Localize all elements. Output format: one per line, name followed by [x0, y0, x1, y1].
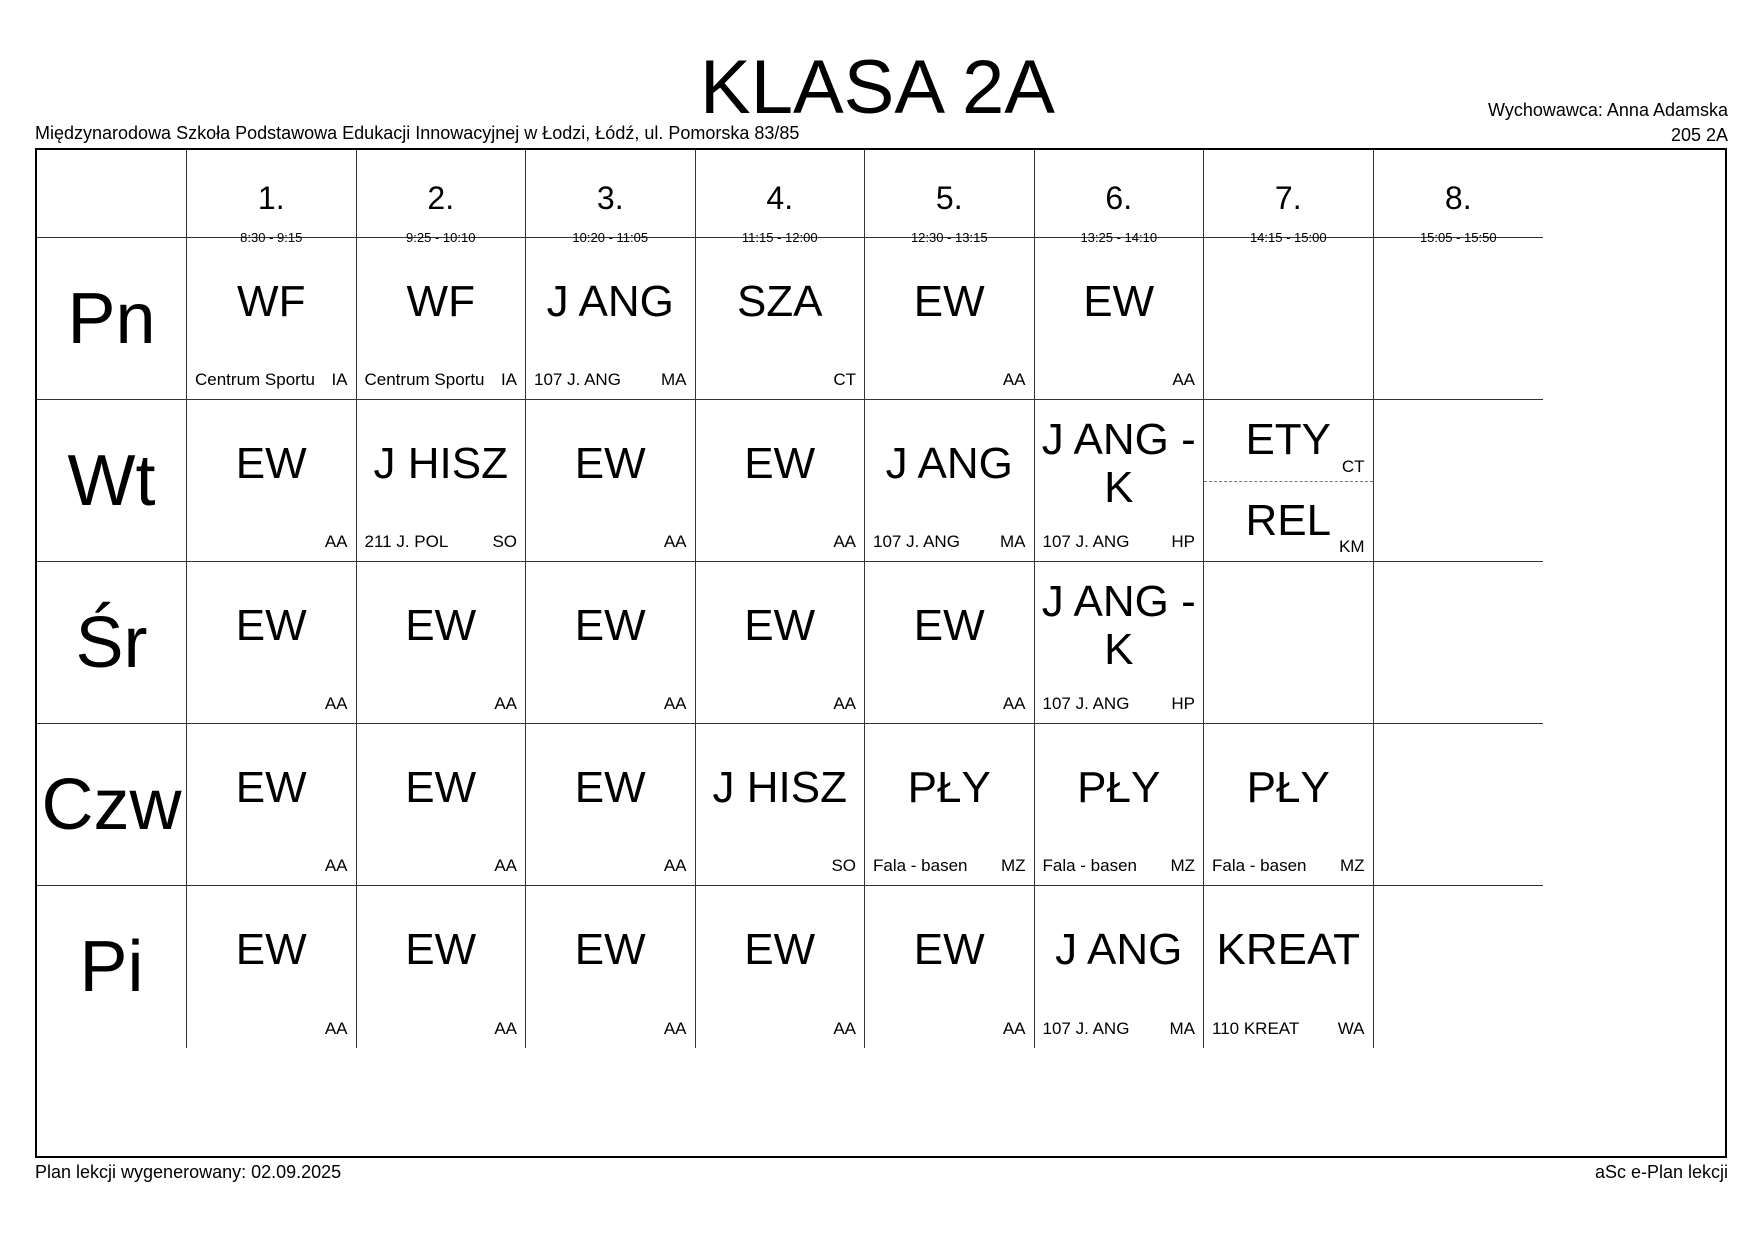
period-header	[1035, 150, 1205, 245]
lesson-subject: EW	[235, 600, 307, 650]
lesson-room: Centrum Sportu	[364, 370, 485, 389]
lesson-teacher: AA	[324, 1019, 348, 1038]
period-time: 10:20 - 11:05	[572, 230, 649, 245]
lesson-cell	[1204, 400, 1374, 562]
lesson-teacher: CT	[833, 370, 856, 389]
lesson-subject: ETY	[1245, 415, 1332, 465]
lesson-teacher: AA	[494, 856, 517, 875]
lesson-teacher: HP	[1171, 532, 1195, 551]
lesson-teacher: AA	[833, 694, 856, 713]
lesson-teacher: AA	[663, 694, 687, 713]
lesson-cell	[1035, 238, 1205, 400]
day-label: Czw	[37, 724, 187, 886]
day-label: Wt	[37, 400, 187, 562]
lesson-cell	[1204, 724, 1374, 886]
class-info	[1488, 98, 1728, 148]
lesson-teacher: AA	[494, 1019, 517, 1038]
lesson-teacher: MA	[1169, 1019, 1195, 1038]
lesson-teacher: MZ	[1339, 856, 1365, 875]
lesson-subject: EW	[744, 925, 816, 974]
lesson-half	[1204, 400, 1373, 482]
period-header	[187, 150, 357, 245]
lesson-cell	[696, 562, 866, 724]
lesson-half	[1204, 481, 1373, 562]
lesson-subject: EW	[235, 762, 307, 812]
lesson-cell	[1035, 724, 1205, 886]
lesson-teacher: AA	[1002, 370, 1026, 389]
lesson-teacher: CT	[1341, 456, 1365, 476]
lesson-cell	[865, 886, 1035, 1048]
empty-cell	[1374, 562, 1544, 724]
lesson-teacher: MA	[661, 370, 687, 389]
lesson-subject: EW	[405, 762, 477, 812]
lesson-teacher: AA	[324, 694, 348, 713]
lesson-teacher: AA	[833, 532, 856, 551]
lesson-teacher: KM	[1339, 537, 1365, 556]
lesson-cell	[526, 562, 696, 724]
lesson-subject: EW	[235, 438, 307, 488]
lesson-teacher: HP	[1171, 694, 1195, 713]
lesson-subject: WF	[237, 276, 306, 326]
lesson-subject: EW	[913, 276, 985, 326]
lesson-room: 211 J. POL	[364, 532, 449, 551]
lesson-room: 107 J. ANG	[1042, 1019, 1130, 1038]
lesson-teacher: AA	[494, 694, 517, 713]
day-label: Pi	[37, 886, 187, 1048]
day-label: Śr	[37, 562, 187, 724]
lesson-subject: KREAT	[1216, 925, 1360, 974]
homeroom-room: 205 2A	[1670, 125, 1728, 145]
lesson-room: Fala - basen	[1042, 856, 1137, 875]
lesson-teacher: AA	[324, 532, 348, 551]
empty-cell	[1374, 238, 1544, 400]
lesson-cell	[187, 724, 357, 886]
empty-cell	[1204, 562, 1374, 724]
period-number: 1.	[257, 180, 285, 216]
lesson-teacher: AA	[663, 1019, 687, 1038]
grid-corner	[37, 150, 187, 238]
generated-date: Plan lekcji wygenerowany: 02.09.2025	[35, 1162, 342, 1182]
lesson-subject: J HISZ	[373, 438, 508, 488]
lesson-room: 107 J. ANG	[1042, 532, 1130, 551]
lesson-subject: EW	[913, 925, 985, 974]
period-number: 2.	[427, 180, 455, 216]
lesson-cell	[526, 238, 696, 400]
lesson-cell	[865, 562, 1035, 724]
lesson-room: 107 J. ANG	[1042, 694, 1130, 713]
period-header	[1204, 150, 1374, 245]
lesson-subject: J ANG	[1055, 925, 1183, 974]
period-number: 3.	[596, 180, 624, 216]
lesson-teacher: IA	[500, 370, 517, 389]
lesson-cell	[187, 400, 357, 562]
lesson-subject: WF	[406, 276, 475, 326]
lesson-subject: SZA	[736, 276, 823, 326]
lesson-room: Fala - basen	[1212, 856, 1307, 875]
period-time: 12:30 - 13:15	[910, 230, 988, 245]
lesson-teacher: AA	[833, 1019, 856, 1038]
lesson-subject: EW	[235, 925, 307, 974]
lesson-cell	[187, 562, 357, 724]
period-time: 9:25 - 10:10	[406, 230, 476, 245]
lesson-subject: EW	[744, 600, 816, 650]
lesson-cell	[357, 400, 527, 562]
software-credit: aSc e-Plan lekcji	[1594, 1162, 1728, 1182]
lesson-teacher: AA	[1002, 694, 1026, 713]
lesson-subject: J ANG	[546, 276, 674, 326]
period-header	[526, 150, 696, 245]
lesson-subject: J HISZ	[712, 762, 847, 812]
lesson-subject: EW	[574, 600, 646, 650]
empty-cell	[1374, 400, 1544, 562]
day-label: Pn	[37, 238, 187, 400]
lesson-subject: J ANG	[885, 438, 1013, 488]
lesson-cell	[1204, 886, 1374, 1048]
lesson-cell	[357, 562, 527, 724]
period-header	[1374, 150, 1544, 245]
school-info: Międzynarodowa Szkoła Podstawowa Edukacji Innowacyjnej w Łodzi, Łódź, ul. Pomorska 83/85	[35, 123, 800, 143]
lesson-subject: EW	[1083, 276, 1155, 326]
lesson-cell	[357, 724, 527, 886]
timetable-grid	[35, 148, 1727, 1158]
period-header	[357, 150, 527, 245]
period-header	[865, 150, 1035, 245]
empty-cell	[1374, 886, 1544, 1048]
period-time: 8:30 - 9:15	[240, 230, 303, 245]
period-time: 14:15 - 15:00	[1249, 230, 1327, 245]
lesson-cell	[357, 886, 527, 1048]
homeroom-teacher: Wychowawca: Anna Adamska	[1488, 100, 1728, 120]
lesson-cell	[187, 238, 357, 400]
lesson-cell	[526, 400, 696, 562]
lesson-cell	[526, 724, 696, 886]
lesson-cell	[865, 238, 1035, 400]
lesson-subject: EW	[574, 925, 646, 974]
lesson-room: 107 J. ANG	[873, 532, 960, 551]
lesson-teacher: AA	[324, 856, 348, 875]
lesson-subject: J ANG - K	[1041, 414, 1196, 512]
lesson-teacher: WA	[1337, 1019, 1365, 1038]
lesson-subject: EW	[405, 600, 477, 650]
lesson-cell	[526, 886, 696, 1048]
lesson-teacher: AA	[663, 532, 687, 551]
lesson-cell	[696, 400, 866, 562]
lesson-subject: REL	[1245, 495, 1332, 545]
period-number: 6.	[1105, 180, 1133, 216]
lesson-subject: EW	[913, 600, 985, 650]
empty-cell	[1374, 724, 1544, 886]
lesson-teacher: IA	[331, 370, 348, 389]
lesson-room: 110 KREAT	[1212, 1019, 1300, 1038]
lesson-teacher: AA	[663, 856, 687, 875]
lesson-cell	[696, 238, 866, 400]
lesson-subject: EW	[405, 925, 477, 974]
lesson-cell	[865, 400, 1035, 562]
lesson-teacher: AA	[1172, 370, 1195, 389]
lesson-subject: PŁY	[1246, 762, 1330, 812]
lesson-room: Fala - basen	[873, 856, 968, 875]
period-number: 5.	[935, 180, 963, 216]
lesson-subject: EW	[574, 762, 646, 812]
lesson-teacher: SO	[831, 856, 856, 875]
empty-cell	[1204, 238, 1374, 400]
period-time: 13:25 - 14:10	[1080, 230, 1158, 245]
lesson-cell	[357, 238, 527, 400]
lesson-cell	[1035, 400, 1205, 562]
page-title: KLASA 2A	[700, 45, 1055, 130]
lesson-cell	[696, 724, 866, 886]
lesson-cell	[865, 724, 1035, 886]
lesson-cell	[1035, 562, 1205, 724]
lesson-subject: J ANG - K	[1041, 576, 1196, 674]
period-number: 4.	[766, 180, 794, 216]
lesson-cell	[696, 886, 866, 1048]
period-time: 11:15 - 12:00	[741, 230, 818, 245]
lesson-teacher: MZ	[1170, 856, 1195, 875]
lesson-teacher: SO	[492, 532, 517, 551]
lesson-subject: EW	[574, 438, 646, 488]
period-number: 7.	[1274, 180, 1302, 216]
lesson-cell	[187, 886, 357, 1048]
lesson-teacher: MZ	[1000, 856, 1026, 875]
lesson-room: 107 J. ANG	[534, 370, 621, 389]
period-time: 15:05 - 15:50	[1419, 230, 1497, 245]
lesson-subject: PŁY	[1077, 762, 1161, 812]
period-header	[696, 150, 866, 245]
lesson-cell	[1035, 886, 1205, 1048]
lesson-subject: PŁY	[907, 762, 991, 812]
period-number: 8.	[1444, 180, 1472, 216]
lesson-room: Centrum Sportu	[195, 370, 315, 389]
lesson-teacher: MA	[1000, 532, 1026, 551]
lesson-teacher: AA	[1002, 1019, 1026, 1038]
lesson-subject: EW	[744, 438, 816, 488]
